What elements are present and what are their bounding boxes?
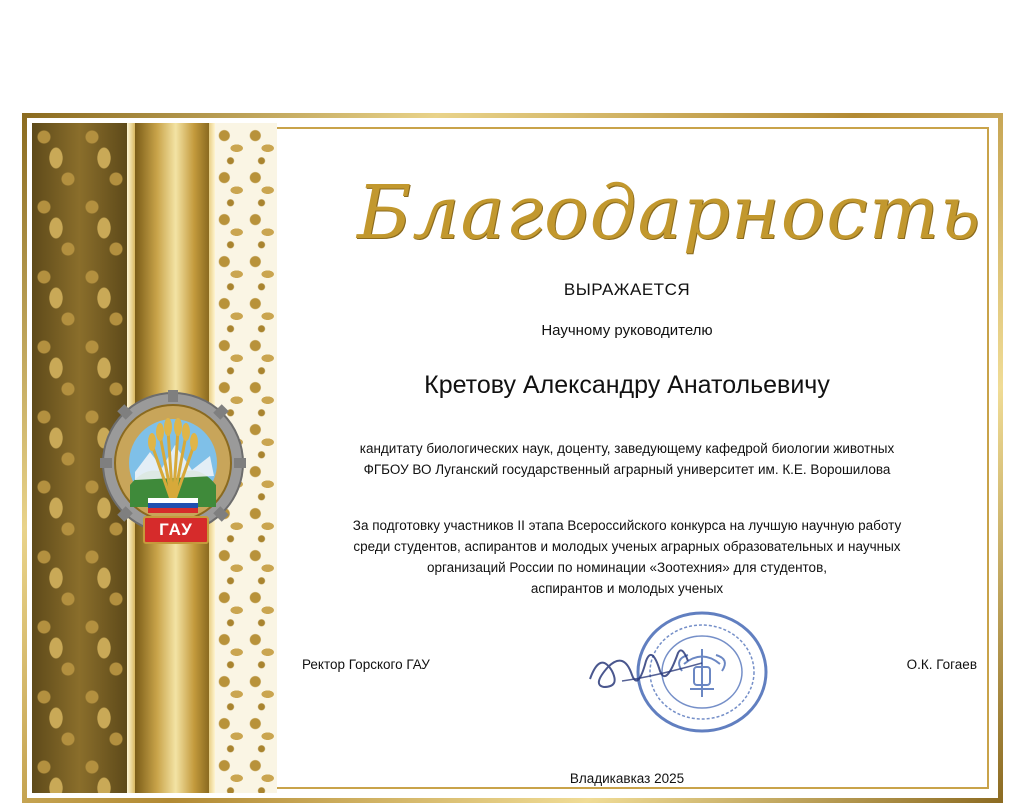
- expresses-label: ВЫРАЖАЕТСЯ: [563, 280, 691, 299]
- reason-line: среди студентов, аспирантов и молодых ученых аграрных образовательных и научных: [353, 539, 901, 554]
- signatory-title: Ректор Горского ГАУ: [302, 657, 430, 672]
- signatory-name: О.К. Гогаев: [906, 657, 977, 672]
- emblem-caption: ГАУ: [143, 516, 209, 544]
- city-year: Владикавказ 2025: [569, 771, 685, 786]
- handwritten-signature: [582, 631, 712, 701]
- reason-line: организаций России по номинации «Зоотехния» для студентов,: [427, 560, 827, 575]
- position-line: ФГБОУ ВО Луганский государственный аграрный университет им. К.Е. Ворошилова: [363, 462, 891, 477]
- reason-line: За подготовку участников II этапа Всероссийского конкурса на лучшую научную работу: [352, 518, 902, 533]
- university-emblem: [100, 390, 246, 536]
- recipient-name: Кретову Александру Анатольевичу: [424, 371, 830, 399]
- award-reason: [297, 515, 957, 599]
- certificate-frame: [22, 113, 1003, 803]
- reason-line: аспирантов и молодых ученых: [530, 581, 724, 596]
- recipient-role: Научному руководителю: [541, 322, 713, 339]
- certificate-title: Благодарность: [357, 170, 982, 256]
- recipient-position: [297, 438, 957, 480]
- position-line: кандитату биологических наук, доценту, заведующему кафедрой биологии животных: [359, 441, 895, 456]
- certificate-body: [27, 118, 998, 798]
